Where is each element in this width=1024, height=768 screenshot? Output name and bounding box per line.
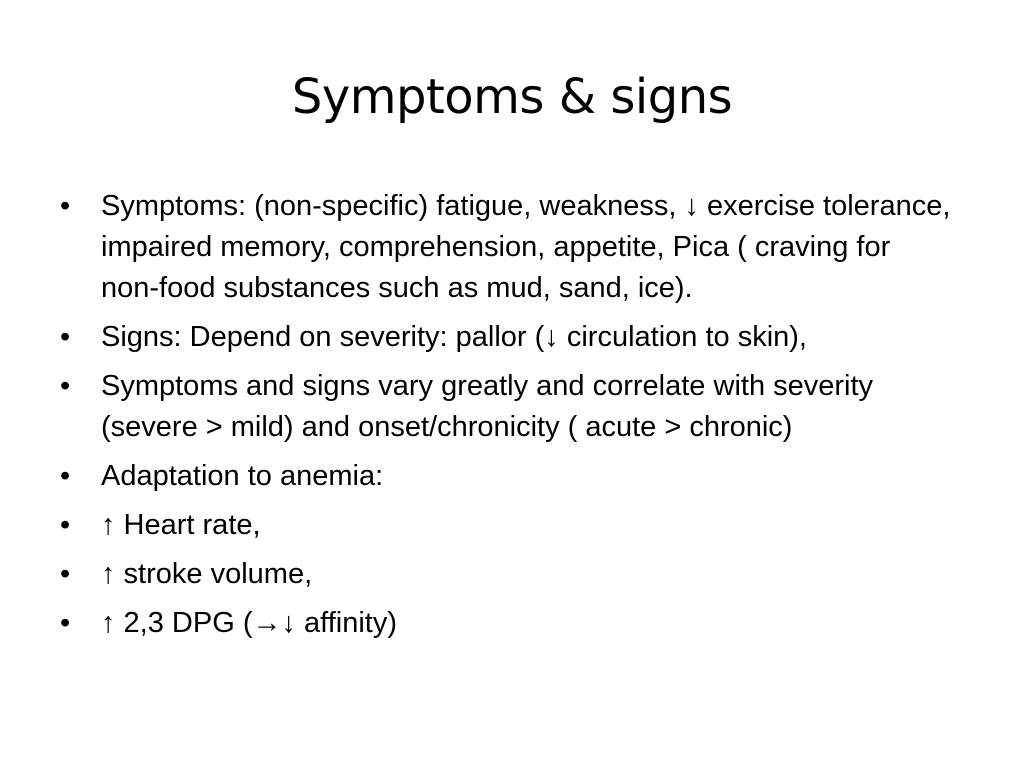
bullet-item-signs	[56, 317, 956, 358]
bullet-marker: •	[60, 190, 71, 222]
bullet-item-symptoms	[56, 186, 956, 309]
bullet-item-adaptation	[56, 456, 956, 497]
bullet-text: Symptoms and signs vary greatly and correlate with severity (severe > mild) and onset/chronicity ( acute > chronic)	[101, 370, 874, 443]
bullet-list	[56, 186, 956, 652]
bullet-text: Signs: Depend on severity: pallor (↓ circulation to skin),	[101, 321, 807, 353]
bullet-item-heart-rate	[56, 505, 956, 546]
bullet-item-stroke-volume	[56, 554, 956, 595]
bullet-marker: •	[60, 607, 71, 639]
bullet-text: Adaptation to anemia:	[101, 460, 384, 492]
bullet-item-dpg	[56, 603, 956, 644]
bullet-text: ↑ stroke volume,	[101, 558, 313, 590]
bullet-marker: •	[60, 558, 71, 590]
bullet-marker: •	[60, 460, 71, 492]
bullet-item-variation	[56, 366, 956, 448]
bullet-text: Symptoms: (non-specific) fatigue, weakness, ↓ exercise tolerance, impaired memory, comprehension, appetite, Pica ( craving for non-food substances such as mud, sand, ice).	[101, 190, 951, 304]
bullet-text: ↑ 2,3 DPG (→↓ affinity)	[101, 607, 397, 639]
slide-title: Symptoms & signs	[291, 69, 733, 125]
bullet-marker: •	[60, 509, 71, 541]
bullet-marker: •	[60, 370, 71, 402]
bullet-marker: •	[60, 321, 71, 353]
bullet-text: ↑ Heart rate,	[101, 509, 261, 541]
